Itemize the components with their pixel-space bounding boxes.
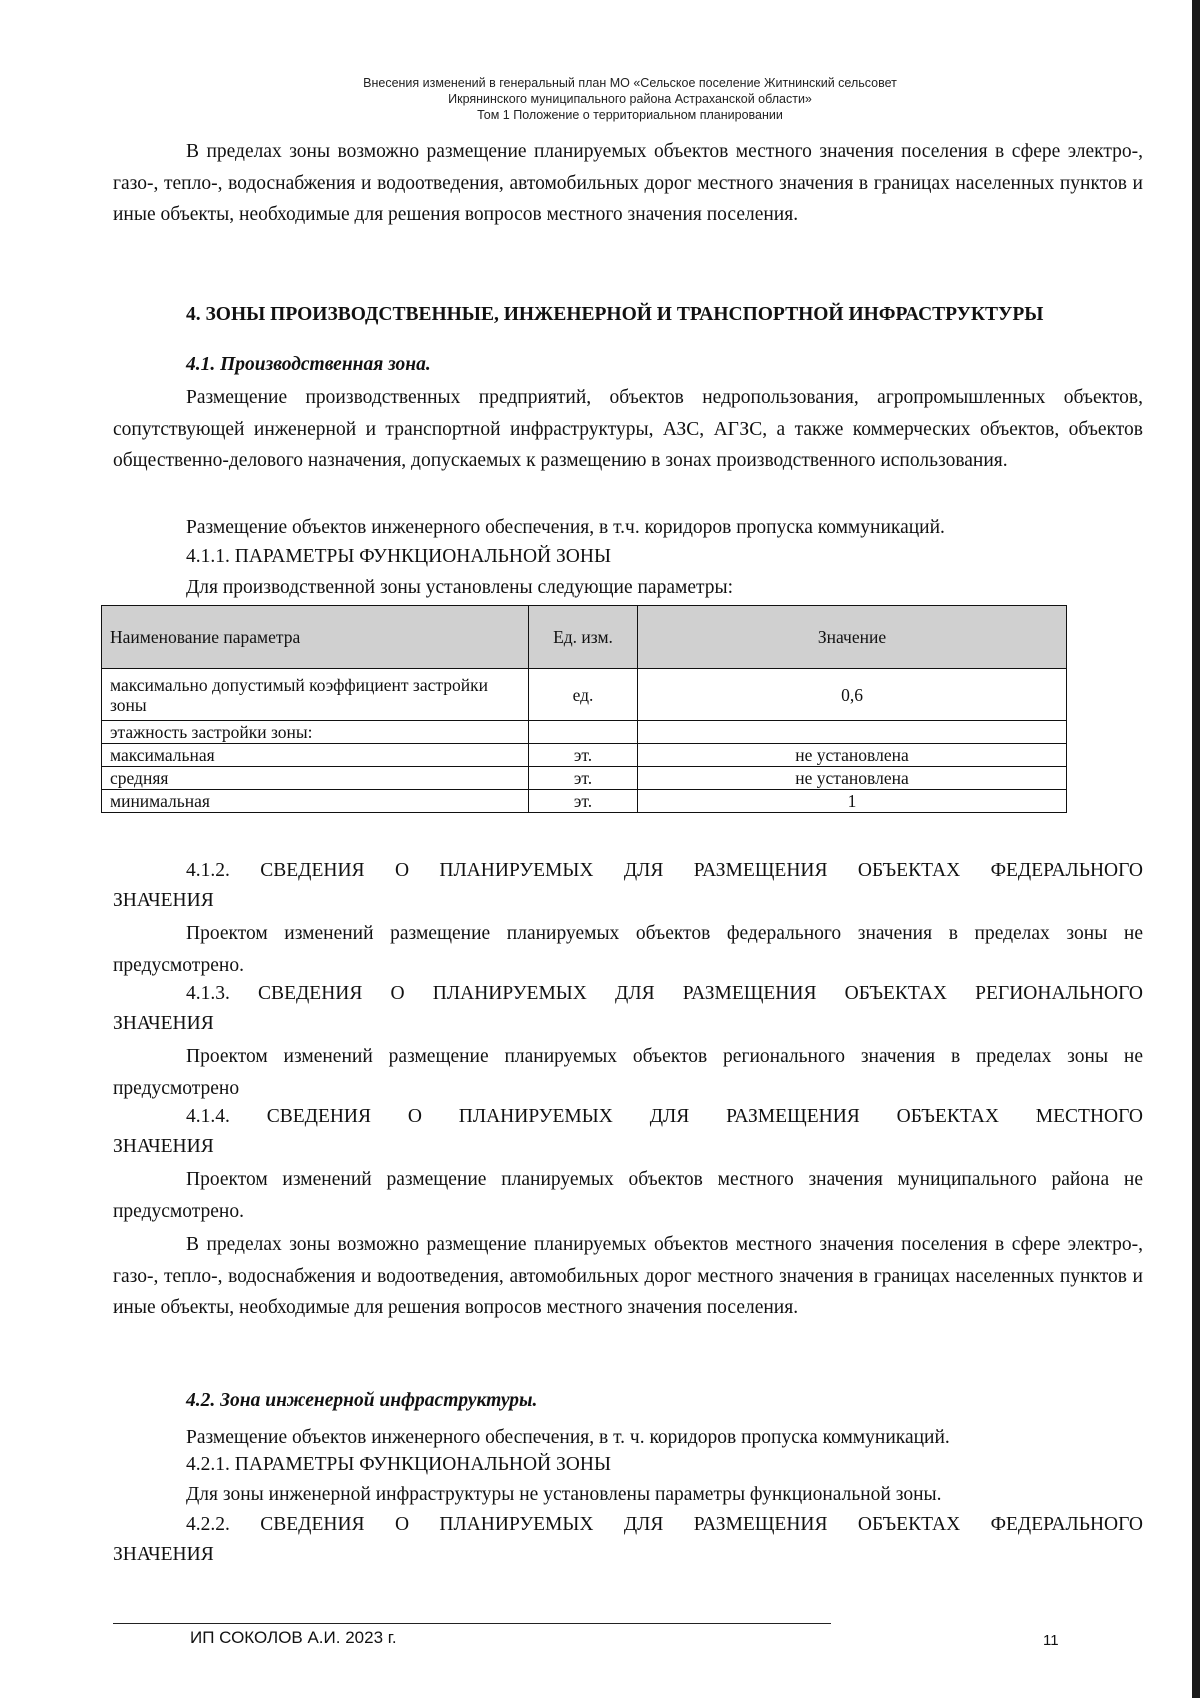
table-cell: этажность застройки зоны: (102, 721, 529, 744)
table-row (102, 744, 1067, 767)
table-row (102, 767, 1067, 790)
paragraph-production-zone: Размещение производственных предприятий, объектов недропользования, агропромышленных объектов, сопутствующей инженерной и транспортной инфраструктуры, АЗС, АГЗС, а также коммерческих объектов, объектов общественно-делового назначения, допускаемых к размещению в зонах производственного использования. (113, 387, 1143, 471)
heading-4-1-4: 4.1.4. СВЕДЕНИЯ О ПЛАНИРУЕМЫХ ДЛЯ РАЗМЕЩЕНИЯ ОБЪЕКТАХ МЕСТНОГО (186, 1106, 1143, 1127)
table-cell: не установлена (638, 767, 1067, 790)
heading-4-1-3: 4.1.3. СВЕДЕНИЯ О ПЛАНИРУЕМЫХ ДЛЯ РАЗМЕЩЕНИЯ ОБЪЕКТАХ РЕГИОНАЛЬНОГО (186, 983, 1143, 1004)
heading-4-1-2: 4.1.2. СВЕДЕНИЯ О ПЛАНИРУЕМЫХ ДЛЯ РАЗМЕЩЕНИЯ ОБЪЕКТАХ ФЕДЕРАЛЬНОГО (186, 860, 1143, 881)
heading-4-2-2: 4.2.2. СВЕДЕНИЯ О ПЛАНИРУЕМЫХ ДЛЯ РАЗМЕЩЕНИЯ ОБЪЕКТАХ ФЕДЕРАЛЬНОГО (186, 1514, 1143, 1535)
running-header-line2: Икрянинского муниципального района Астраханской области» (448, 92, 812, 106)
table-cell: минимальная (102, 790, 529, 813)
footer-rule (113, 1623, 831, 1624)
parameters-table (101, 605, 1067, 813)
page-number: 11 (1043, 1632, 1059, 1649)
heading-4-1-2-cont: ЗНАЧЕНИЯ (113, 890, 214, 911)
table-cell: средняя (102, 767, 529, 790)
table-row (102, 790, 1067, 813)
table-cell: ед. (529, 669, 638, 721)
table-header-cell: Ед. изм. (529, 606, 638, 669)
heading-4-1-4-cont: ЗНАЧЕНИЯ (113, 1136, 214, 1157)
table-intro: Для производственной зоны установлены следующие параметры: (186, 577, 734, 598)
footer-author: ИП СОКОЛОВ А.И. 2023 г. (190, 1628, 397, 1647)
table-cell: эт. (529, 767, 638, 790)
table-header-cell: Значение (638, 606, 1067, 669)
table-cell (638, 721, 1067, 744)
running-header-line3: Том 1 Положение о территориальном планировании (477, 108, 783, 122)
paragraph-local-objects: В пределах зоны возможно размещение планируемых объектов местного значения поселения в сфере электро-, газо-, тепло-, водоснабжения и водоотведения, автомобильных дорог местного значения в границах населенных пунктов и иные объекты, необходимые для решения вопросов местного значения поселения. (113, 1234, 1143, 1318)
page-edge (1192, 0, 1200, 1698)
running-header-line1: Внесения изменений в генеральный план МО «Сельское поселение Житнинский сельсовет (363, 76, 897, 90)
heading-4-1-3-cont: ЗНАЧЕНИЯ (113, 1013, 214, 1034)
table-cell: максимально допустимый коэффициент застройки зоны (102, 669, 529, 721)
table-cell: эт. (529, 790, 638, 813)
paragraph-engineering-objects: Размещение объектов инженерного обеспечения, в т.ч. коридоров пропуска коммуникаций. (186, 517, 945, 538)
table-cell: 1 (638, 790, 1067, 813)
heading-4-2-1: 4.2.1. ПАРАМЕТРЫ ФУНКЦИОНАЛЬНОЙ ЗОНЫ (186, 1454, 611, 1475)
heading-4-1-1: 4.1.1. ПАРАМЕТРЫ ФУНКЦИОНАЛЬНОЙ ЗОНЫ (186, 546, 611, 567)
heading-4-2-2-cont: ЗНАЧЕНИЯ (113, 1544, 214, 1565)
table-cell: не установлена (638, 744, 1067, 767)
table-row (102, 669, 1067, 721)
paragraph-4-1-2: Проектом изменений размещение планируемых объектов федерального значения в пределах зоны не предусмотрено. (113, 923, 1143, 976)
table-header-row (102, 606, 1067, 669)
paragraph-4-2-engineering: Размещение объектов инженерного обеспечения, в т. ч. коридоров пропуска коммуникаций. (186, 1427, 950, 1448)
paragraph-4-2-1: Для зоны инженерной инфраструктуры не установлены параметры функциональной зоны. (186, 1484, 942, 1505)
paragraph-4-1-3: Проектом изменений размещение планируемых объектов регионального значения в пределах зоны не предусмотрено (113, 1046, 1143, 1099)
table-cell: максимальная (102, 744, 529, 767)
table-cell (529, 721, 638, 744)
table-row (102, 721, 1067, 744)
paragraph-local-objects-top: В пределах зоны возможно размещение планируемых объектов местного значения поселения в сфере электро-, газо-, тепло-, водоснабжения и водоотведения, автомобильных дорог местного значения в границах населенных пунктов и иные объекты, необходимые для решения вопросов местного значения поселения. (113, 141, 1143, 225)
section-4-1-title: 4.1. Производственная зона. (186, 354, 431, 375)
section-4-title: 4. ЗОНЫ ПРОИЗВОДСТВЕННЫЕ, ИНЖЕНЕРНОЙ И ТРАНСПОРТНОЙ ИНФРАСТРУКТУРЫ (186, 304, 1044, 325)
paragraph-4-1-4: Проектом изменений размещение планируемых объектов местного значения муниципального района не предусмотрено. (113, 1169, 1143, 1222)
section-4-2-title: 4.2. Зона инженерной инфраструктуры. (186, 1390, 538, 1411)
table-header-cell: Наименование параметра (102, 606, 529, 669)
table-cell: 0,6 (638, 669, 1067, 721)
table-cell: эт. (529, 744, 638, 767)
